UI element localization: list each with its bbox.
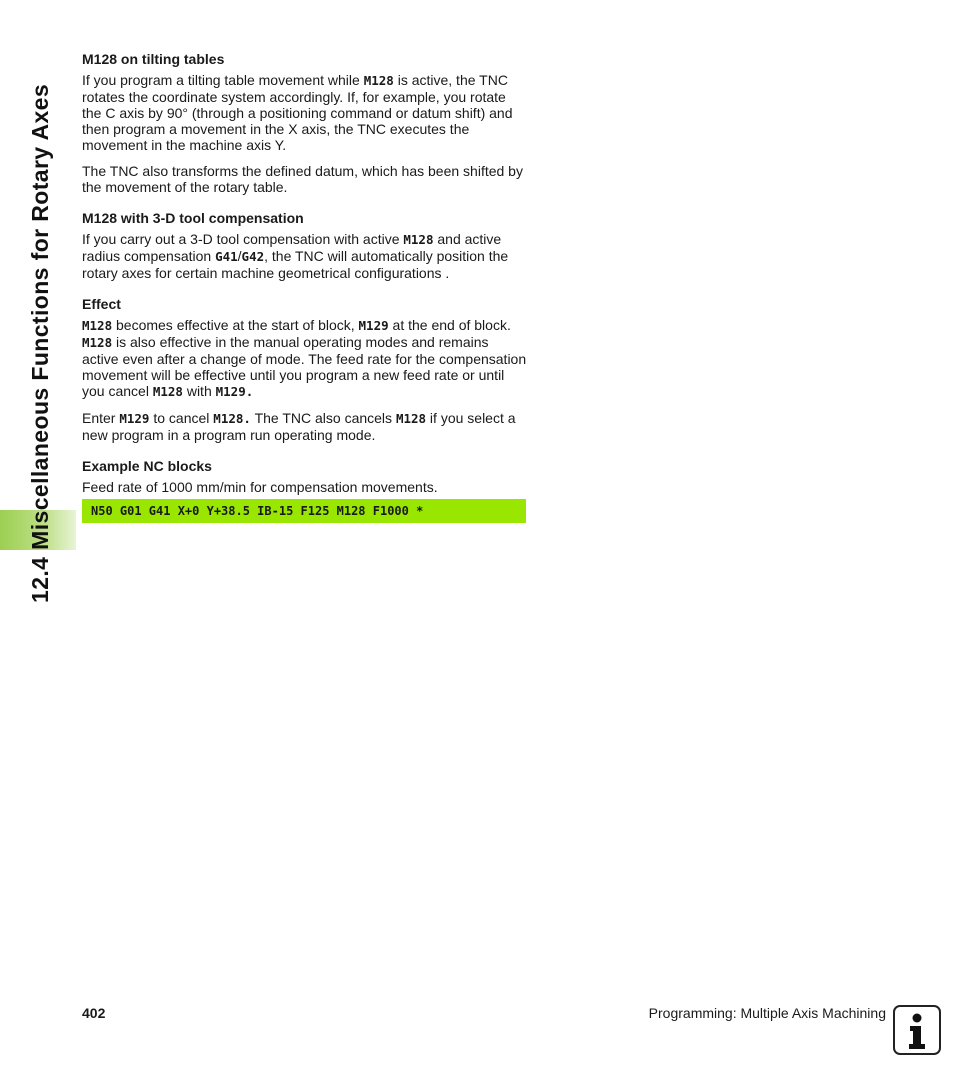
section-heading: M128 on tilting tables: [82, 51, 225, 67]
paragraph: The TNC also transforms the defined datum, which has been shifted by the movement of the rotary table.: [82, 163, 523, 195]
section-heading: M128 with 3-D tool compensation: [82, 210, 304, 226]
nc-code-block: N50 G01 G41 X+0 Y+38.5 IB-15 F125 M128 F1000 *: [82, 499, 526, 523]
info-icon: [893, 1005, 941, 1055]
chapter-title: 12.4 Miscellaneous Functions for Rotary Axes: [27, 83, 53, 603]
section-heading: Example NC blocks: [82, 458, 212, 474]
footer-title: Programming: Multiple Axis Machining: [648, 1005, 886, 1021]
code-m128: M128: [363, 73, 394, 88]
paragraph: If you program a tilting table movement while M128 is active, the TNC rotates the coordinate system accordingly. If, for example, you rotate the C axis by 90° (through a positioning command or datum shift) and then program a movement in the X axis, the TNC executes the movement in the machine axis Y.: [82, 72, 513, 153]
page-number: 402: [82, 1005, 106, 1021]
paragraph: Feed rate of 1000 mm/min for compensation movements.: [82, 479, 438, 495]
section-heading: Effect: [82, 296, 121, 312]
paragraph: If you carry out a 3-D tool compensation with active M128 and active radius compensation G41/G42, the TNC will automatically position the rotary axes for certain machine geometrical configurations .: [82, 231, 509, 281]
page-content: [82, 50, 528, 523]
paragraph: Enter M129 to cancel M128. The TNC also cancels M128 if you select a new program in a program run operating mode.: [82, 410, 516, 443]
paragraph: M128 becomes effective at the start of block, M129 at the end of block. M128 is also effective in the manual operating modes and remains active even after a change of mode. The feed rate for the compensation movement will be effective until you program a new feed rate or until you cancel M128 with M129.: [82, 317, 527, 399]
info-glyph: [895, 1007, 939, 1053]
